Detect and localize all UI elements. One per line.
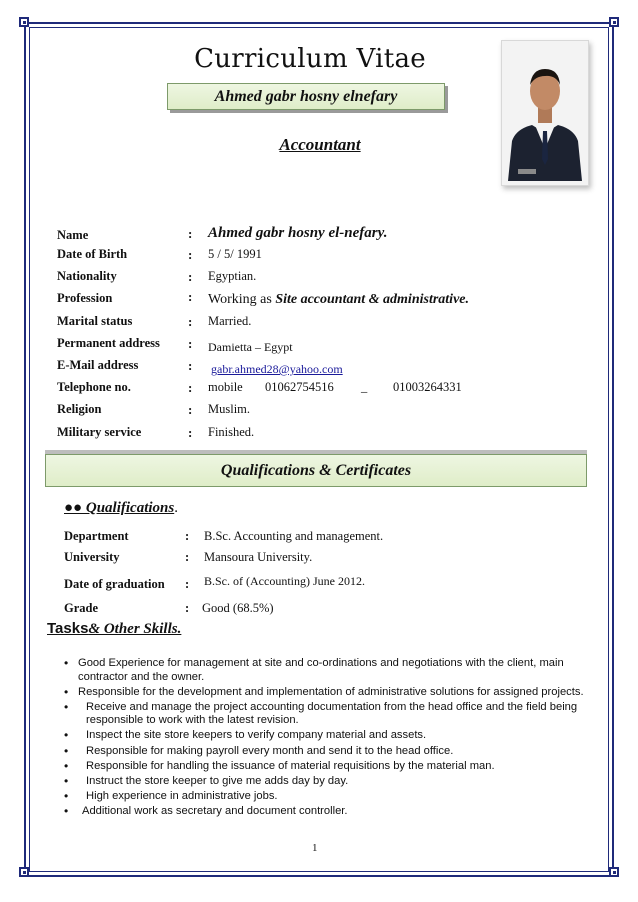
email-link[interactable]: gabr.ahmed28@yahoo.com	[211, 362, 343, 376]
info-label: Name	[57, 228, 89, 242]
list-item: • High experience in administrative jobs.	[62, 790, 602, 804]
phone-number: 01062754516	[265, 380, 334, 394]
colon: :	[188, 336, 193, 351]
corner-ornament	[609, 867, 619, 877]
colon: :	[185, 601, 190, 615]
info-label: Religion	[57, 402, 102, 416]
list-item: • Good Experience for management at site and co-ordinations and negotiations with the client, main contractor and the owner.	[62, 657, 602, 684]
phone-separator: _	[361, 380, 368, 394]
qual-value: B.Sc. Accounting and management.	[204, 529, 384, 543]
colon: :	[188, 314, 193, 329]
list-item: • Responsible for the development and implementation of administrative solutions for assigned projects.	[62, 686, 602, 700]
colon: :	[188, 247, 193, 262]
qual-value: Good (68.5%)	[202, 601, 274, 615]
document-title: Curriculum Vitae	[194, 44, 426, 74]
job-title: Accountant	[279, 135, 361, 154]
colon: :	[188, 226, 193, 241]
tasks-heading	[47, 620, 181, 638]
portrait-image	[502, 41, 588, 185]
tasks-heading-text: Tasks	[47, 620, 89, 637]
list-item: • Responsible for making payroll every month and send it to the head office.	[62, 745, 602, 759]
phone-number: 01003264331	[393, 380, 462, 394]
qual-label: Grade	[64, 601, 99, 615]
info-label: Profession	[57, 291, 113, 305]
list-item: • Additional work as secretary and document controller.	[62, 805, 602, 819]
info-value: 5 / 5/ 1991	[208, 247, 262, 261]
info-value: Married.	[208, 314, 252, 328]
info-label: Marital status	[57, 314, 133, 328]
info-value: Egyptian.	[208, 269, 257, 283]
list-item: • Instruct the store keeper to give me adds day by day.	[62, 775, 602, 789]
colon: :	[185, 577, 190, 591]
tasks-list	[62, 657, 602, 820]
info-label: Nationality	[57, 269, 117, 283]
corner-ornament	[19, 867, 29, 877]
profession-title: Site accountant & administrative.	[275, 292, 469, 307]
qual-label: Date of graduation	[64, 577, 165, 591]
qual-label: University	[64, 550, 120, 564]
qual-value: Mansoura University.	[204, 550, 313, 564]
info-value: mobile	[208, 380, 243, 394]
corner-ornament	[609, 17, 619, 27]
colon: :	[185, 529, 190, 543]
info-value: Finished.	[208, 425, 255, 439]
profile-photo	[501, 40, 589, 186]
info-label: Telephone no.	[57, 380, 131, 394]
list-item: • Responsible for handling the issuance of material requisitions by the material man.	[62, 760, 602, 774]
qualifications-banner: Qualifications & Certificates	[45, 454, 587, 487]
qual-value: B.Sc. of (Accounting) June 2012.	[204, 574, 365, 588]
colon: :	[188, 380, 193, 395]
info-value: Ahmed gabr hosny el-nefary.	[208, 225, 388, 241]
info-label: Permanent address	[57, 336, 160, 350]
list-item: • Receive and manage the project accounting documentation from the head office and the field being responsible to work with the latest revision.	[62, 701, 602, 728]
colon: :	[185, 550, 190, 564]
info-label: E-Mail address	[57, 358, 139, 372]
name-banner: Ahmed gabr hosny elnefary	[167, 83, 445, 110]
info-value	[211, 362, 343, 377]
list-item: • Inspect the site store keepers to verify company material and assets.	[62, 729, 602, 743]
qualifications-heading	[64, 500, 178, 517]
info-value: Damietta – Egypt	[208, 340, 293, 354]
info-label: Date of Birth	[57, 247, 128, 261]
qual-label: Department	[64, 529, 129, 543]
corner-ornament	[19, 17, 29, 27]
colon: :	[188, 269, 193, 284]
info-value: Muslim.	[208, 402, 251, 416]
colon: :	[188, 358, 193, 373]
colon: :	[188, 402, 193, 417]
heading-suffix: .	[174, 500, 178, 516]
colon: :	[188, 289, 193, 304]
tasks-heading-suffix: & Other Skills.	[88, 621, 182, 637]
profession-prefix: Working as	[208, 292, 276, 307]
page-number: 1	[312, 842, 318, 854]
info-value	[208, 292, 469, 308]
qualifications-heading-text: ●● Qualifications	[64, 500, 175, 516]
info-label: Military service	[57, 425, 142, 439]
colon: :	[188, 425, 193, 440]
